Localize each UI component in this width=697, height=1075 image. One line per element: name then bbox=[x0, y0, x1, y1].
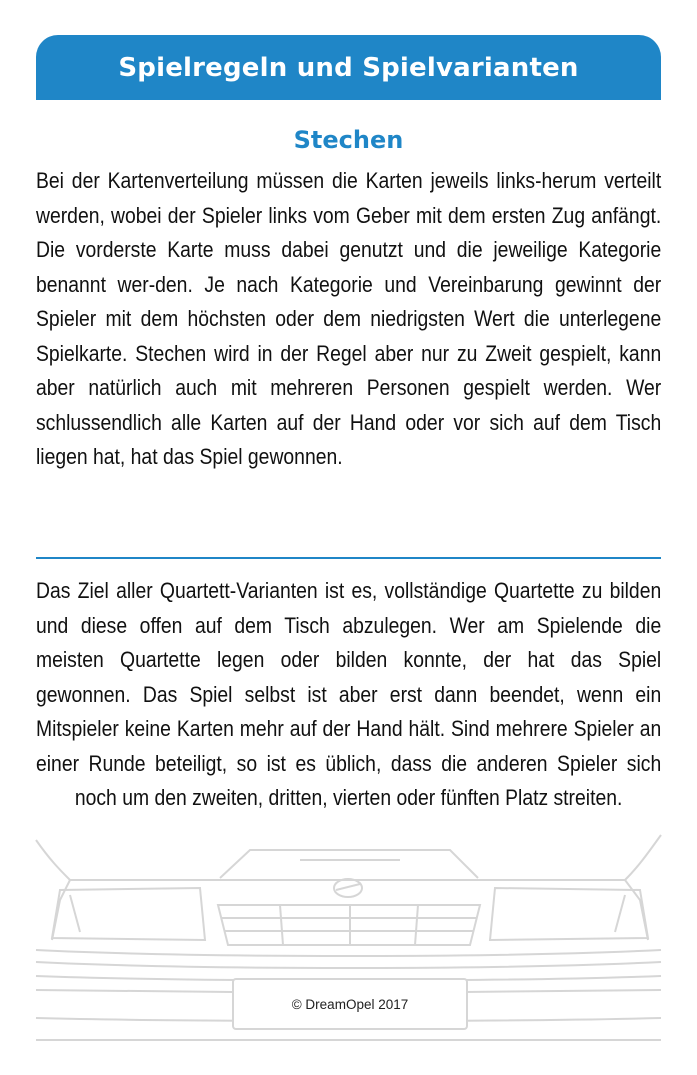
card-title: Spielregeln und Spielvarianten bbox=[118, 52, 579, 83]
license-plate bbox=[232, 978, 468, 1030]
copyright-text: © DreamOpel 2017 bbox=[291, 996, 409, 1012]
car-front-line-art bbox=[0, 820, 697, 1075]
rules-paragraph-quartett: Das Ziel aller Quartett-Varianten ist es, vollständige Quartette zu bilden und diese offen auf dem Tisch abzulegen. Wer am Spielende die meisten Quartette legen oder bilden konnte, der hat das Spiel gewonnen. Das Spiel selbst ist aber erst dann beendet, wenn ein Mitspieler keine Karten mehr auf der Hand hält. Sind mehrere Spieler an einer Runde beteiligt, so ist es üblich, dass die anderen Spieler sich noch um den zweiten, dritten, vierten oder fünften Platz streiten. bbox=[36, 578, 662, 810]
section-divider bbox=[36, 557, 661, 559]
card-header bbox=[36, 35, 661, 100]
section-title: Stechen bbox=[293, 126, 404, 154]
rules-paragraph-stechen: Bei der Kartenverteilung müssen die Karten jeweils links-herum verteilt werden, wobei der Spieler links vom Geber mit dem ersten Zug anfängt. Die vorderste Karte muss dabei genutzt und die jeweilige Kategorie benannt wer-den. Je nach Kategorie und Vereinbarung gewinnt der Spieler mit dem höchsten oder dem niedrigsten Wert die unterlegene Spielkarte. Stechen wird in der Regel aber nur zu Zweit gespielt, kann aber natürlich auch mit mehreren Personen gespielt werden. Wer schlussendlich alle Karten auf der Hand oder vor sich auf dem Tisch liegen hat, hat das Spiel gewonnen. bbox=[36, 168, 662, 469]
